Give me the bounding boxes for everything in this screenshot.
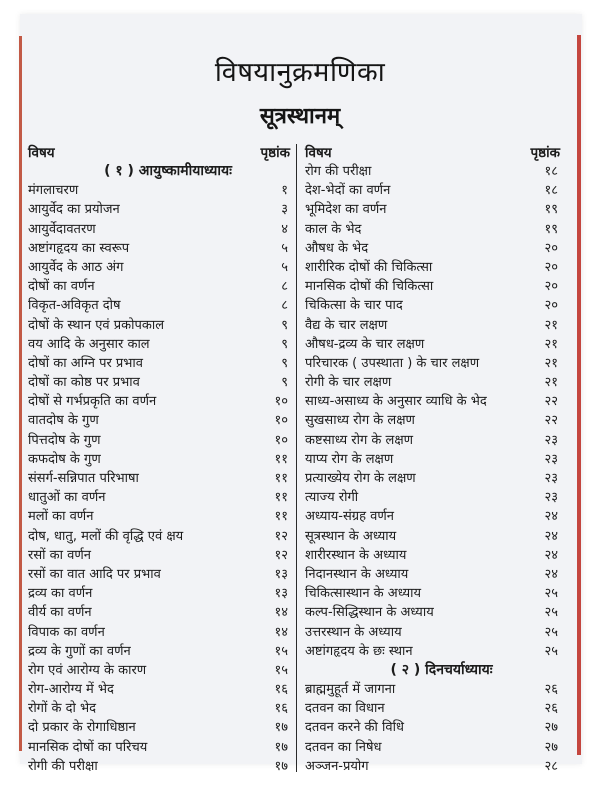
toc-entry [28, 450, 290, 469]
toc-entry [305, 565, 560, 584]
toc-entry [28, 258, 290, 277]
entry-page-number: ९ [281, 317, 288, 333]
toc-entry [305, 642, 560, 661]
entry-page-number: १५ [274, 643, 288, 659]
entry-page-number: २३ [544, 432, 558, 448]
toc-entry [28, 718, 290, 737]
entry-topic: मलों का वर्णन [28, 509, 94, 525]
entry-topic: सुखसाध्य रोग के लक्षण [305, 413, 415, 429]
toc-entry [28, 354, 290, 373]
entry-topic: सूत्रस्थान के अध्याय [305, 528, 397, 544]
toc-entry [28, 488, 290, 507]
entry-page-number: १२ [274, 528, 288, 544]
toc-entry [28, 431, 290, 450]
entry-topic: अष्टांगहृदय के छः स्थान [305, 643, 413, 659]
toc-entry [28, 316, 290, 335]
entry-topic: साध्य-असाध्य के अनुसार व्याधि के भेद [305, 394, 487, 410]
toc-right-column [305, 144, 560, 776]
entry-topic: मंगलाचरण [28, 183, 79, 199]
toc-entry [28, 469, 290, 488]
entry-topic: दतवन का निषेध [305, 739, 382, 755]
entry-page-number: २६ [544, 701, 558, 717]
entry-topic: परिचारक ( उपस्थाता ) के चार लक्षण [305, 355, 480, 371]
entry-page-number: २५ [544, 624, 558, 640]
toc-entry [305, 392, 560, 411]
toc-entry [28, 680, 290, 699]
entry-topic: दतवन करने की विधि [305, 720, 404, 736]
entry-page-number: २० [544, 259, 558, 275]
entry-topic: शारीरस्थान के अध्याय [305, 547, 407, 563]
toc-entry [28, 181, 290, 200]
entry-page-number: २७ [544, 720, 558, 736]
entry-topic: वीर्य का वर्णन [28, 605, 92, 621]
entry-topic: धातुओं का वर्णन [28, 490, 106, 506]
toc-entry [305, 316, 560, 335]
entry-topic: औषध-द्रव्य के चार लक्षण [305, 336, 425, 352]
toc-entry [305, 488, 560, 507]
toc-entry [28, 527, 290, 546]
entry-page-number: ११ [274, 509, 288, 525]
toc-entry [305, 699, 560, 718]
entry-topic: विकृत-अविकृत दोष [28, 298, 121, 314]
entry-page-number: १० [274, 394, 288, 410]
toc-entry [305, 623, 560, 642]
toc-entry [28, 623, 290, 642]
entry-topic: शारीरिक दोषों की चिकित्सा [305, 259, 433, 275]
entry-page-number: २२ [544, 394, 558, 410]
toc-entry [28, 411, 290, 430]
toc-entry [28, 565, 290, 584]
toc-entry [305, 220, 560, 239]
entry-topic: प्रत्याख्येय रोग के लक्षण [305, 471, 416, 486]
toc-entry [28, 335, 290, 354]
entry-topic: कफदोष के गुण [28, 451, 101, 467]
entry-page-number: २३ [544, 490, 558, 506]
toc-entry [305, 335, 560, 354]
entry-page-number: २१ [544, 317, 558, 333]
entry-topic: आयुर्वेदावतरण [28, 221, 96, 237]
toc-entry [305, 603, 560, 622]
toc-entry [305, 296, 560, 315]
toc-entry [305, 718, 560, 737]
toc-entries [28, 181, 290, 776]
entry-page-number: १ [281, 183, 288, 199]
entry-topic: रोग एवं आरोग्य के कारण [28, 662, 147, 678]
toc-entry [28, 584, 290, 603]
toc-left-column [28, 144, 290, 776]
entry-topic: मानसिक दोषों का परिचय [28, 739, 148, 755]
entry-topic: भूमिदेश का वर्णन [305, 202, 387, 218]
entry-topic: त्याज्य रोगी [305, 490, 359, 506]
entry-topic: संसर्ग-सन्निपात परिभाषा [28, 471, 139, 486]
entry-page-number: २१ [544, 375, 558, 391]
entry-page-number: १८ [544, 164, 558, 179]
entry-page-number: २८ [544, 758, 558, 774]
entry-topic: आयुर्वेद के आठ अंग [28, 259, 124, 275]
toc-entry [305, 450, 560, 469]
entry-page-number: ३ [281, 202, 288, 218]
entry-topic: रोगों के दो भेद [28, 701, 97, 717]
toc-entry [28, 200, 290, 219]
toc-entry [28, 699, 290, 718]
entry-page-number: ९ [281, 355, 288, 371]
entry-page-number: १९ [544, 221, 558, 237]
entry-topic: देश-भेदों का वर्णन [305, 183, 391, 199]
entry-page-number: १३ [274, 566, 288, 582]
page-header: पृष्ठांक [260, 145, 290, 161]
entry-topic: अध्याय-संग्रह वर्णन [305, 509, 394, 525]
toc-entry [305, 584, 560, 603]
entry-topic: निदानस्थान के अध्याय [305, 566, 409, 582]
entry-page-number: १७ [274, 720, 288, 736]
entry-page-number: ९ [281, 375, 288, 391]
toc-entry [305, 200, 560, 219]
entry-page-number: २४ [544, 509, 558, 525]
page-header: पृष्ठांक [530, 145, 560, 161]
entry-page-number: २७ [544, 739, 558, 755]
entry-topic: अष्टांगहृदय का स्वरूप [28, 240, 130, 256]
entry-page-number: १० [274, 432, 288, 448]
entry-page-number: २२ [544, 413, 558, 429]
toc-entry [28, 738, 290, 757]
entry-topic: दोषों के स्थान एवं प्रकोपकाल [28, 317, 165, 333]
entry-page-number: ५ [281, 240, 288, 256]
entry-topic: रसों का वात आदि पर प्रभाव [28, 566, 161, 582]
entry-topic: काल के भेद [305, 221, 362, 237]
entry-topic: रोग-आरोग्य में भेद [28, 682, 114, 698]
toc-entries [305, 162, 560, 661]
entry-page-number: २१ [544, 336, 558, 352]
entry-topic: औषध के भेद [305, 240, 369, 256]
toc-entry [305, 258, 560, 277]
entry-page-number: ८ [281, 298, 288, 314]
toc-entry [28, 642, 290, 661]
entry-topic: दो प्रकार के रोगाधिष्ठान [28, 720, 136, 736]
entry-page-number: १५ [274, 662, 288, 678]
entry-topic: आयुर्वेद का प्रयोजन [28, 202, 120, 218]
toc-entry [305, 239, 560, 258]
entry-page-number: १८ [544, 183, 558, 199]
entry-page-number: ४ [281, 221, 288, 237]
toc-entry [305, 354, 560, 373]
entry-page-number: १४ [274, 605, 288, 621]
entry-topic: रसों का वर्णन [28, 547, 91, 563]
toc-entry [28, 373, 290, 392]
entry-topic: दतवन का विधान [305, 701, 385, 717]
toc-entry [28, 757, 290, 776]
entry-topic: वय आदि के अनुसार काल [28, 336, 150, 352]
toc-entry [305, 373, 560, 392]
entry-page-number: २५ [544, 605, 558, 621]
toc-entry [28, 603, 290, 622]
entry-page-number: २४ [544, 528, 558, 544]
toc-entry [305, 507, 560, 526]
entry-page-number: १७ [274, 758, 288, 774]
entry-topic: चिकित्सा के चार पाद [305, 298, 403, 314]
entry-page-number: ८ [281, 279, 288, 295]
entry-page-number: ९ [281, 336, 288, 352]
entry-topic: चिकित्सास्थान के अध्याय [305, 586, 422, 602]
toc-entry [305, 181, 560, 200]
page-title: विषयानुक्रमणिका [214, 57, 386, 88]
toc-entry [28, 661, 290, 680]
entry-topic: मानसिक दोषों की चिकित्सा [305, 279, 434, 295]
entry-page-number: १६ [274, 701, 288, 717]
entry-topic: याप्य रोग के लक्षण [305, 451, 394, 467]
entry-page-number: ११ [274, 471, 288, 486]
page-border-right [577, 35, 581, 755]
entry-topic: रोगी की परीक्षा [28, 758, 98, 774]
entry-page-number: १३ [274, 586, 288, 602]
entry-topic: वातदोष के गुण [28, 413, 99, 429]
entry-page-number: १२ [274, 547, 288, 563]
entry-topic: ब्राह्ममुहूर्त में जागना [305, 682, 396, 698]
entry-page-number: १० [274, 413, 288, 429]
entry-page-number: १४ [274, 624, 288, 640]
entry-page-number: ११ [274, 451, 288, 467]
chapter-heading: ( २ ) दिनचर्याध्यायः [390, 661, 493, 678]
entry-topic: रोग की परीक्षा [305, 164, 372, 179]
chapter-heading: ( १ ) आयुष्कामीयाध्यायः [104, 163, 232, 179]
entry-page-number: २५ [544, 586, 558, 602]
topic-header: विषय [305, 145, 332, 161]
toc-entry [305, 757, 560, 776]
entry-page-number: ५ [281, 259, 288, 275]
toc-entry [305, 738, 560, 757]
toc-entry [28, 392, 290, 411]
toc-entry [305, 411, 560, 430]
toc-entry [28, 507, 290, 526]
toc-entry [28, 296, 290, 315]
entry-page-number: २४ [544, 547, 558, 563]
entry-page-number: २३ [544, 451, 558, 467]
page-border-left [19, 36, 22, 751]
entry-topic: द्रव्य के गुणों का वर्णन [28, 643, 131, 659]
column-header [28, 144, 290, 162]
toc-entry [28, 277, 290, 296]
entry-topic: उत्तरस्थान के अध्याय [305, 624, 402, 640]
entry-topic: विपाक का वर्णन [28, 624, 105, 640]
toc-entry [305, 162, 560, 181]
entry-page-number: २३ [544, 471, 558, 486]
entry-topic: दोषों का अग्नि पर प्रभाव [28, 355, 144, 371]
entry-topic: पित्तदोष के गुण [28, 432, 101, 448]
toc-entry [305, 527, 560, 546]
entry-topic: दोषों का वर्णन [28, 279, 95, 295]
entry-topic: दोष, धातु, मलों की वृद्धि एवं क्षय [28, 528, 184, 544]
entry-topic: द्रव्य का वर्णन [28, 586, 93, 602]
toc-entry [305, 680, 560, 699]
toc-entry [305, 431, 560, 450]
column-divider [296, 144, 297, 772]
toc-entry [28, 546, 290, 565]
entry-topic: कल्प-सिद्धिस्थान के अध्याय [305, 605, 434, 621]
entry-page-number: २० [544, 240, 558, 256]
toc-entry [305, 469, 560, 488]
entry-page-number: १७ [274, 739, 288, 755]
entry-page-number: २५ [544, 643, 558, 659]
entry-page-number: २० [544, 279, 558, 295]
entry-topic: वैद्य के चार लक्षण [305, 317, 388, 333]
toc-entries [305, 680, 560, 776]
entry-page-number: १६ [274, 682, 288, 698]
page-subtitle: सूत्रस्थानम् [259, 104, 341, 129]
entry-topic: अञ्जन-प्रयोग [305, 758, 369, 774]
entry-page-number: २० [544, 298, 558, 314]
entry-page-number: १९ [544, 202, 558, 218]
toc-entry [305, 277, 560, 296]
column-header [305, 144, 560, 162]
entry-page-number: ११ [274, 490, 288, 506]
toc-entry [28, 220, 290, 239]
toc-entry [305, 546, 560, 565]
entry-topic: दोषों से गर्भप्रकृति का वर्णन [28, 394, 157, 410]
entry-page-number: २६ [544, 682, 558, 698]
entry-topic: दोषों का कोष्ठ पर प्रभाव [28, 375, 140, 391]
entry-page-number: २४ [544, 566, 558, 582]
entry-topic: रोगी के चार लक्षण [305, 375, 392, 391]
entry-page-number: २१ [544, 355, 558, 371]
entry-topic: कष्टसाध्य रोग के लक्षण [305, 432, 414, 448]
toc-entry [28, 239, 290, 258]
topic-header: विषय [28, 145, 55, 161]
